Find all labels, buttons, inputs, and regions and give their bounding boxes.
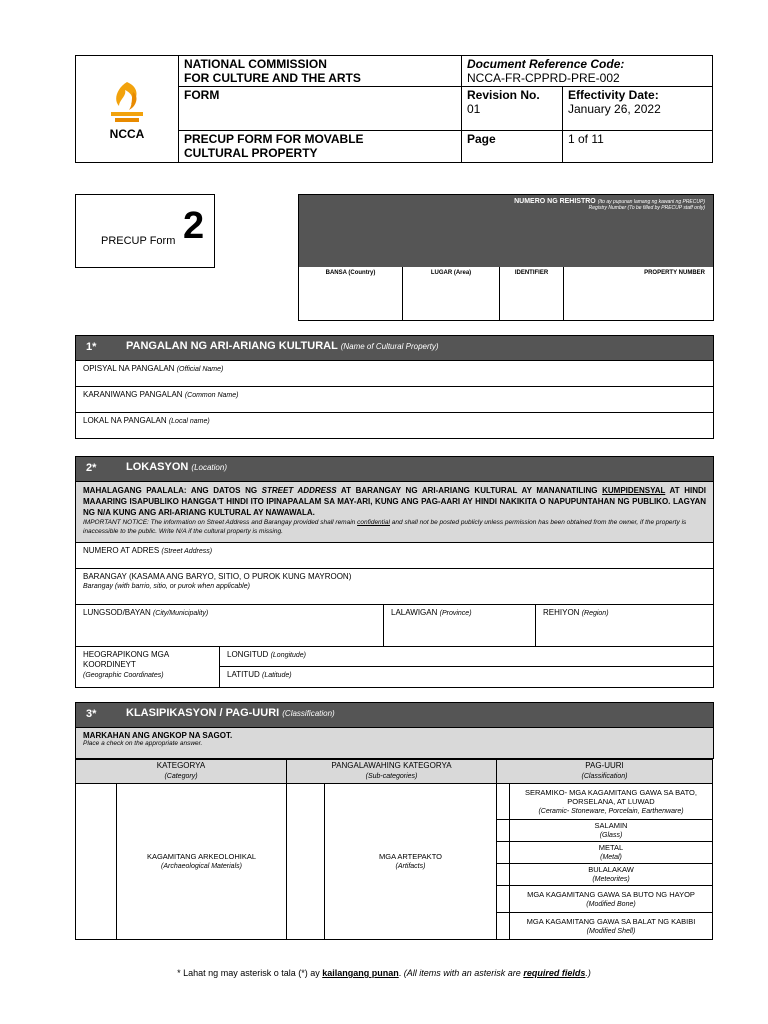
category-label: KAGAMITANG ARKEOLOHIKAL: [146, 852, 257, 861]
confidentiality-notice: [76, 481, 713, 542]
form-badge-number: 2: [183, 205, 205, 247]
form-title: [179, 131, 462, 163]
class-label-en: (Modified Bone): [586, 900, 636, 908]
category-label-en: (Archaeological Materials): [161, 863, 242, 870]
section-3-title-text: KLASIPIKASYON / PAG-UURI: [126, 707, 280, 719]
registry-subtitle: Registry Number (To be filled by PRECUP staff only): [588, 205, 705, 211]
subcategory-checkbox[interactable]: [287, 784, 325, 940]
common-name-field[interactable]: [76, 386, 713, 412]
notice-text: STREET ADDRESS: [261, 486, 337, 495]
page-value: 1 of 11: [563, 131, 713, 163]
class-label-en: (Glass): [599, 832, 623, 839]
field-label: OPISYAL NA PANGALAN: [83, 364, 175, 373]
instruction-text: MARKAHAN ANG ANGKOP NA SAGOT.: [83, 731, 233, 740]
section-name: [75, 335, 714, 439]
field-label-en: (Longitude): [270, 652, 306, 659]
section-1-title-en: (Name of Cultural Property): [340, 342, 439, 351]
field-label-en: (Local name): [168, 418, 210, 425]
class-checkbox[interactable]: [497, 820, 510, 842]
field-label-en: (Geographic Coordinates): [83, 672, 164, 679]
notice-text: and shall not be posted publicly unless permission has been obtained from the owner, if the property is inaccessible to the public. Write N/A if the cultural property is missing.: [83, 519, 687, 535]
col-class-label: PAG-UURI: [585, 761, 624, 770]
notice-text: IMPORTANT NOTICE: The information on Street Address and Barangay provided shall remain: [83, 519, 358, 526]
logo-text: NCCA: [109, 126, 145, 141]
notice-tagalog: [83, 485, 706, 518]
section-3-header: [76, 703, 713, 727]
class-modified-bone: [510, 886, 713, 913]
section-2-title: [126, 461, 227, 473]
form-title-line-1: PRECUP FORM FOR MOVABLE: [184, 132, 364, 146]
footer-text: .: [398, 968, 404, 978]
section-3-title-en: (Classification): [282, 709, 335, 718]
required-fields-note: [0, 968, 768, 978]
footer-text: required fields: [523, 968, 586, 978]
subcategory-label: MGA ARTEPAKTO: [379, 852, 442, 861]
registry-area[interactable]: LUGAR (Area): [403, 267, 500, 320]
notice-text: AT HINDI MAAARING ISAPUBLIKO HANGGA'T HINDI ITO IPINAPAALAM SA MAY-ARI, KUNG ANG PAG-AARI AY HINDI NAKIKITA O NAPUPUNTAHAN NG PUBLIKO. LAGYAN NG N/A KUNG ANG ARI-ARIANG KULTURAL AY NAWAWALA.: [83, 486, 706, 517]
field-label-en: (Common Name): [184, 392, 239, 399]
field-label: HEOGRAPIKONG MGA KOORDINEYT: [83, 650, 169, 669]
doc-ref: [462, 56, 713, 87]
subcategory-artifacts: [325, 784, 497, 940]
section-2-title-text: LOKASYON: [126, 461, 189, 473]
effectivity: [563, 87, 713, 131]
registry-title-note: (Ito ay pupunan lamang ng kawani ng PRECUP): [597, 199, 705, 205]
flame-icon: [97, 78, 157, 126]
class-label: SERAMIKO- MGA KAGAMITANG GAWA SA BATO, PORSELANA, AT LUWAD: [525, 787, 697, 806]
notice-text: confidential: [357, 519, 390, 526]
field-label: LUNGSOD/BAYAN: [83, 608, 151, 617]
region-field[interactable]: [536, 605, 713, 646]
class-label-en: (Metal): [600, 854, 622, 861]
city-field[interactable]: [76, 605, 384, 646]
barangay-field[interactable]: [76, 568, 713, 604]
col-category-label: KATEGORYA: [156, 761, 206, 770]
page-label: Page: [462, 131, 563, 163]
section-2-title-en: (Location): [191, 463, 227, 472]
org-name: [179, 56, 462, 87]
section-1-header: [76, 336, 713, 360]
classification-table: [75, 759, 713, 940]
class-checkbox[interactable]: [497, 913, 510, 940]
official-name-field[interactable]: [76, 360, 713, 386]
section-location: [75, 456, 714, 688]
section-1-title-text: PANGALAN NG ARI-ARIANG KULTURAL: [126, 340, 338, 352]
class-label-en: (Modified Shell): [586, 927, 636, 935]
registry-title-text: NUMERO NG REHISTRO: [514, 198, 596, 205]
document-header: [75, 55, 713, 163]
class-checkbox[interactable]: [497, 886, 510, 913]
registry-number-box: [298, 194, 714, 321]
class-checkbox[interactable]: [497, 784, 510, 820]
class-label: BULALAKAW: [588, 865, 634, 874]
col-subcategory: [287, 760, 497, 784]
revision-value: 01: [467, 102, 481, 116]
class-checkbox[interactable]: [497, 864, 510, 886]
field-label-en: (Province): [439, 610, 472, 617]
section-3-number: 3*: [86, 708, 97, 720]
field-label: LATITUD: [227, 670, 260, 679]
city-province-region-row: [76, 604, 713, 646]
section-1-title: [126, 340, 439, 352]
geo-coordinates-label: [76, 647, 220, 687]
class-metal: [510, 842, 713, 864]
ncca-logo: [76, 56, 179, 163]
class-glass: [510, 820, 713, 842]
field-label: NUMERO AT ADRES: [83, 546, 160, 555]
field-label: KARANIWANG PANGALAN: [83, 390, 183, 399]
class-modified-shell: [510, 913, 713, 940]
registry-country[interactable]: BANSA (Country): [299, 267, 403, 320]
org-line-1: NATIONAL COMMISSION: [184, 57, 327, 71]
class-checkbox[interactable]: [497, 842, 510, 864]
category-archaeological: [117, 784, 287, 940]
footer-text: kailangang punan: [322, 968, 399, 978]
class-label-en: (Ceramic- Stoneware, Porcelain, Earthenware): [538, 807, 684, 815]
classification-instruction: [76, 727, 713, 758]
notice-text: AT BARANGAY NG ARI-ARIANG KULTURAL AY MANANATILING: [336, 486, 603, 495]
instruction-text-en: Place a check on the appropriate answer.: [83, 740, 203, 747]
section-2-header: [76, 457, 713, 481]
section-3-title: [126, 707, 335, 719]
field-label: REHIYON: [543, 608, 580, 617]
field-label: LALAWIGAN: [391, 608, 438, 617]
effectivity-label: Effectivity Date:: [568, 88, 659, 102]
form-label: FORM: [179, 87, 462, 131]
class-label: METAL: [598, 843, 624, 852]
class-label-en: (Meteorites): [592, 876, 630, 883]
notice-text: KUMPIDENSYAL: [602, 486, 666, 495]
field-label-en: (Street Address): [161, 548, 213, 555]
field-label-en: (Latitude): [261, 672, 292, 679]
doc-ref-label: Document Reference Code:: [467, 57, 625, 71]
registry-header: [299, 195, 713, 267]
longitude-field[interactable]: [220, 647, 713, 667]
field-label-en: (Region): [581, 610, 609, 617]
registry-identifier[interactable]: IDENTIFIER: [500, 267, 564, 320]
coordinates-row: [76, 646, 713, 687]
section-2-number: 2*: [86, 462, 97, 474]
form-badge-text: PRECUP Form: [101, 235, 176, 247]
col-sub-label: PANGALAWAHING KATEGORYA: [331, 761, 452, 770]
footer-text: (All items with an asterisk are: [403, 968, 524, 978]
field-label-en: (Official Name): [176, 366, 224, 373]
col-classification: [497, 760, 713, 784]
col-category-label-en: (Category): [164, 773, 198, 780]
revision-label: Revision No.: [467, 88, 540, 102]
field-label-en: (City/Municipality): [152, 610, 209, 617]
col-class-label-en: (Classification): [581, 773, 628, 780]
class-label: MGA KAGAMITANG GAWA SA BUTO NG HAYOP: [527, 889, 695, 899]
subcategory-label-en: (Artifacts): [395, 863, 426, 870]
form-title-line-2: CULTURAL PROPERTY: [184, 146, 318, 160]
section-classification: [75, 702, 714, 759]
field-label: LOKAL NA PANGALAN: [83, 416, 167, 425]
col-category: [76, 760, 287, 784]
latitude-field[interactable]: [220, 667, 713, 687]
footer-text: .): [585, 968, 591, 978]
field-label: LONGITUD: [227, 650, 269, 659]
class-meteorites: [510, 864, 713, 886]
col-sub-label-en: (Sub-categories): [365, 773, 418, 780]
field-label-en: Barangay (with barrio, sitio, or purok when applicable): [83, 583, 250, 590]
class-label: MGA KAGAMITANG GAWA SA BALAT NG KABIBI: [526, 916, 696, 926]
revision: [462, 87, 563, 131]
section-1-number: 1*: [86, 341, 97, 353]
class-ceramic: [510, 784, 713, 820]
registry-cells: [299, 267, 713, 320]
registry-title: [299, 195, 713, 205]
class-label: SALAMIN: [594, 821, 628, 830]
form-badge: [75, 194, 215, 268]
footer-text: * Lahat ng may asterisk o tala (*) ay: [177, 968, 323, 978]
doc-ref-value: NCCA-FR-CPPRD-PRE-002: [467, 71, 620, 85]
field-label: BARANGAY (KASAMA ANG BARYO, SITIO, O PUROK KUNG MAYROON): [83, 572, 352, 581]
org-line-2: FOR CULTURE AND THE ARTS: [184, 71, 361, 85]
notice-text: MAHALAGANG PAALALA: ANG DATOS NG: [83, 486, 262, 495]
effectivity-value: January 26, 2022: [568, 102, 661, 116]
category-checkbox[interactable]: [76, 784, 117, 940]
local-name-field[interactable]: [76, 412, 713, 438]
registry-property-number[interactable]: PROPERTY NUMBER: [644, 270, 705, 276]
province-field[interactable]: [384, 605, 536, 646]
notice-english: [83, 518, 706, 536]
street-address-field[interactable]: [76, 542, 713, 568]
